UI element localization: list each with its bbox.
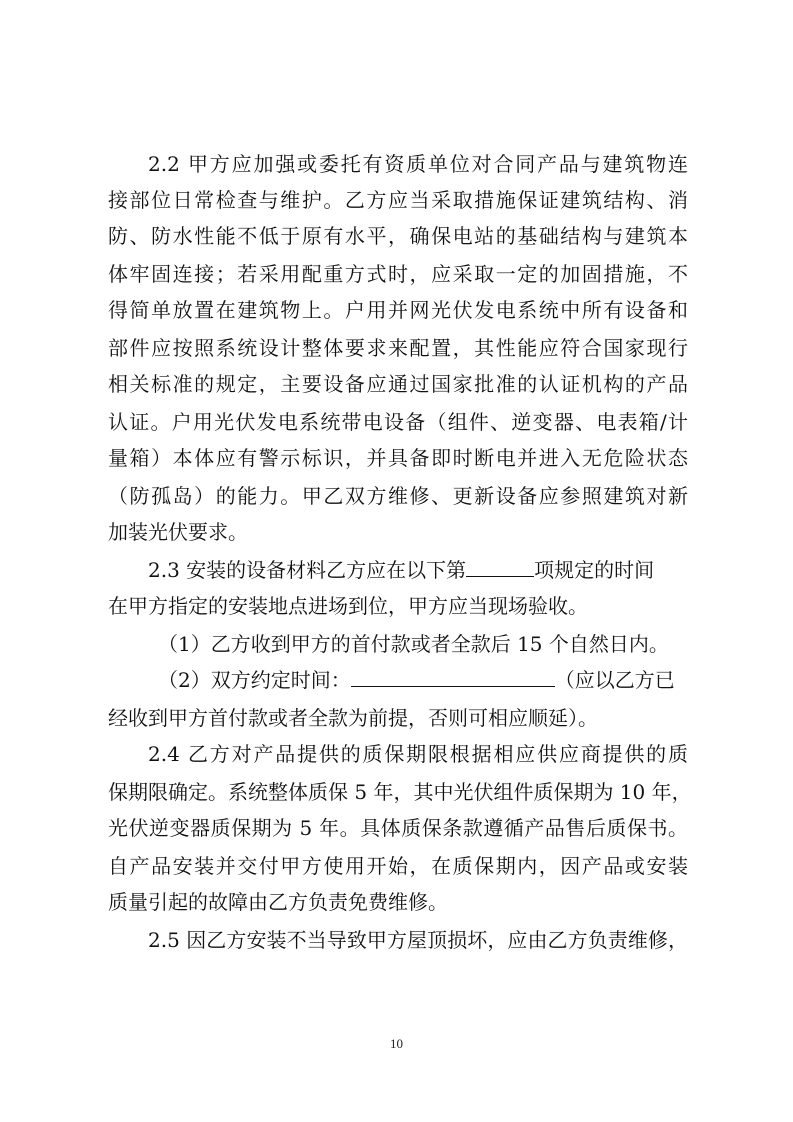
agreed-time-blank[interactable] bbox=[351, 685, 555, 687]
clause-2-4-line-5: 质量引起的故障由乙方负责免费维修。 bbox=[108, 890, 448, 914]
clause-2-3-line-2: 在甲方指定的安装地点进场到位，甲方应当现场验收。 bbox=[108, 594, 588, 618]
clause-2-5-line-1: 2.5 因乙方安装不当导致甲方屋顶损坏，应由乙方负责维修， bbox=[148, 928, 688, 952]
option-2-label: （2）双方约定时间： bbox=[158, 668, 351, 692]
clause-2-4-line-4: 自产品安装并交付甲方使用开始，在质保期内，因产品或安装 bbox=[108, 854, 688, 878]
clause-2-2-line-3: 防、防水性能不低于原有水平，确保电站的基础结构与建筑本 bbox=[108, 224, 688, 248]
clause-2-4-line-3: 光伏逆变器质保期为 5 年。具体质保条款遵循产品售后质保书。 bbox=[108, 816, 688, 840]
clause-2-2-line-2: 接部位日常检查与维护。乙方应当采取措施保证建筑结构、消 bbox=[108, 188, 688, 212]
clause-2-2-line-1: 2.2 甲方应加强或委托有资质单位对合同产品与建筑物连 bbox=[148, 152, 688, 176]
clause-2-2-line-4: 体牢固连接；若采用配重方式时，应采取一定的加固措施，不 bbox=[108, 262, 688, 286]
clause-2-3-option-1: （1）乙方收到甲方的首付款或者全款后 15 个自然日内。 bbox=[158, 632, 669, 656]
option-2-note-start: （应以乙方已 bbox=[554, 668, 675, 692]
clause-2-2-line-7: 相关标准的规定，主要设备应通过国家批准的认证机构的产品 bbox=[108, 372, 688, 396]
clause-2-3-option-2-cont: 经收到甲方首付款或者全款为前提，否则可相应顺延）。 bbox=[108, 706, 598, 730]
clause-2-3-option-2 bbox=[158, 662, 688, 698]
clause-2-2-line-10: （防孤岛）的能力。甲乙双方维修、更新设备应参照建筑对新 bbox=[108, 484, 688, 508]
clause-2-2-line-6: 部件应按照系统设计整体要求来配置，其性能应符合国家现行 bbox=[108, 336, 688, 360]
item-number-blank[interactable] bbox=[466, 575, 534, 577]
clause-2-2-line-9: 量箱）本体应有警示标识，并具备即时断电并进入无危险状态 bbox=[108, 446, 688, 470]
page-number: 10 bbox=[390, 1036, 403, 1051]
clause-2-4-line-2: 保期限确定。系统整体质保 5 年，其中光伏组件质保期为 10 年， bbox=[108, 780, 692, 804]
clause-2-3-text-before-blank: 2.3 安装的设备材料乙方应在以下第 bbox=[148, 558, 467, 582]
clause-2-2-line-5: 得简单放置在建筑物上。户用并网光伏发电系统中所有设备和 bbox=[108, 298, 688, 322]
clause-2-2-line-8: 认证。户用光伏发电系统带电设备（组件、逆变器、电表箱/计 bbox=[108, 410, 688, 434]
clause-2-2-line-11: 加装光伏要求。 bbox=[108, 520, 248, 544]
clause-2-3-text-after-blank: 项规定的时间 bbox=[534, 558, 655, 582]
clause-2-3-line-1 bbox=[148, 552, 688, 588]
clause-2-4-line-1: 2.4 乙方对产品提供的质保期限根据相应供应商提供的质 bbox=[148, 742, 688, 766]
